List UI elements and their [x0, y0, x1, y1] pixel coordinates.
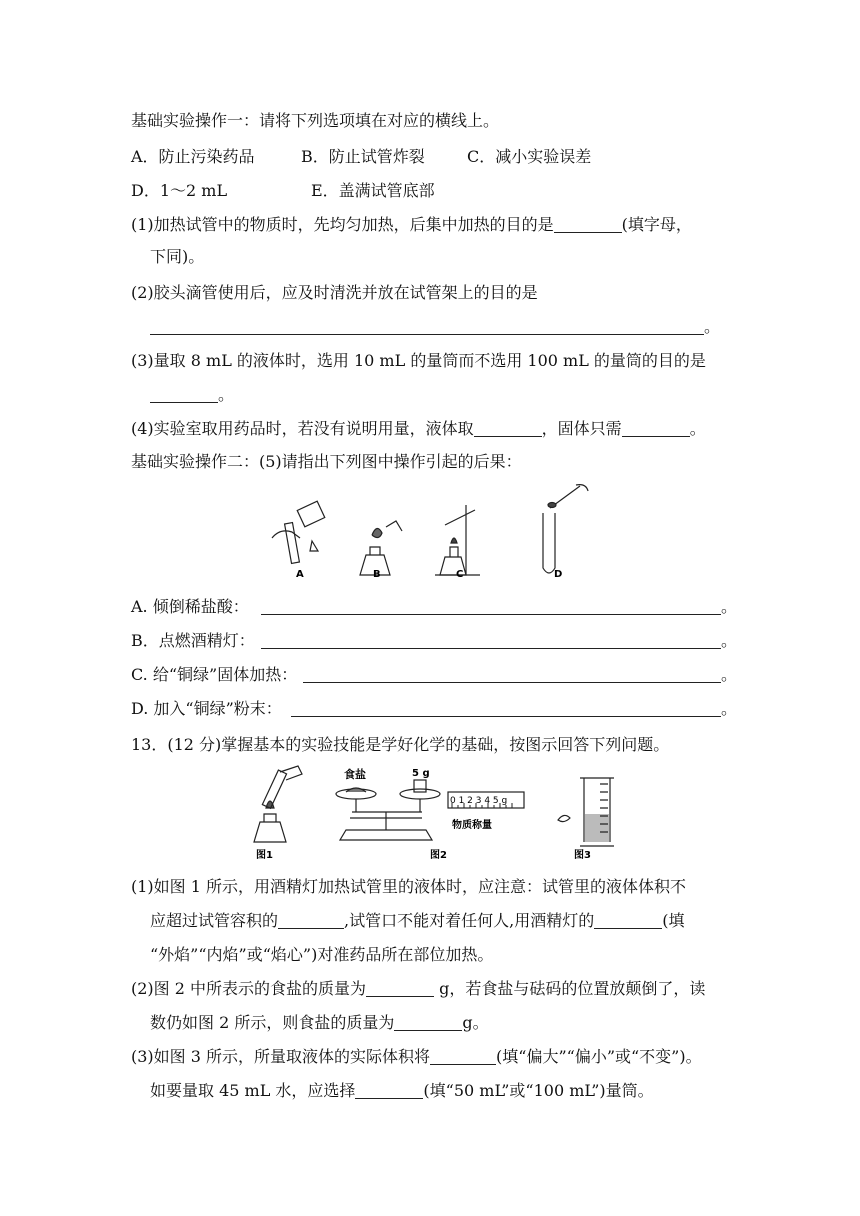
- answer-blank-q13-1b[interactable]: [594, 912, 662, 929]
- question-2-text: (2)胶头滴管使用后，应及时清洗并放在试管架上的目的是: [131, 283, 538, 302]
- question-13-title: 13．(12 分)掌握基本的实验技能是学好化学的基础，按图示回答下列问题。: [131, 735, 670, 754]
- salt-label: 食盐: [344, 768, 366, 781]
- answer-blank-q13-2a[interactable]: [366, 980, 434, 997]
- q13-part3-line2: 如要量取 45 mL 水，应选择 (填“50 mL”或“100 mL”)量筒。: [150, 1081, 654, 1100]
- answer-blank-q2[interactable]: [150, 318, 704, 335]
- option-b: B．防止试管炸裂: [301, 147, 425, 166]
- question-3-line-2: 。: [150, 384, 234, 406]
- scale-ticks: 0 1 2 3 4 5 g: [450, 796, 508, 806]
- option-d: D．1～2 mL: [131, 181, 228, 200]
- item-b-line: B．点燃酒精灯： 。: [131, 631, 738, 650]
- option-e: E．盖满试管底部: [311, 181, 435, 200]
- answer-blank-q1[interactable]: [554, 216, 622, 233]
- option-a: A．防止污染药品: [131, 147, 255, 166]
- section1-intro: 基础实验操作一：请将下列选项填在对应的横线上。: [131, 111, 500, 130]
- item-c-line: C. 给“铜绿”固体加热： 。: [131, 665, 738, 684]
- answer-blank-d[interactable]: [291, 700, 721, 717]
- option-c: C．减小实验误差: [467, 147, 592, 166]
- figure-label-3: 图3: [574, 850, 591, 861]
- item-a-line: A. 倾倒稀盐酸： 。: [131, 597, 738, 616]
- options-row-2: [131, 180, 435, 202]
- figure-label-d: D: [554, 569, 563, 580]
- figure-label-2: 图2: [430, 850, 447, 861]
- question-1-line-1: [131, 214, 692, 236]
- answer-blank-q3[interactable]: [150, 386, 218, 403]
- q13-part1-line1: (1)如图 1 所示，用酒精灯加热试管里的液体时，应注意：试管里的液体体积不: [131, 877, 687, 896]
- question-3-text: (3)量取 8 mL 的液体时，选用 10 mL 的量筒而不选用 100 mL 的量筒的目的是: [131, 351, 706, 370]
- q13-part1-line2: 应超过试管容积的 ,试管口不能对着任何人,用酒精灯的 (填: [150, 911, 685, 930]
- question-1-line-2: 下同)。: [150, 247, 205, 266]
- eye-icon: [558, 815, 570, 821]
- figure-label-c: C: [456, 569, 464, 580]
- answer-blank-b[interactable]: [261, 632, 721, 649]
- figure-label-b: B: [373, 569, 381, 580]
- answer-blank-q4-liquid[interactable]: [474, 420, 542, 437]
- question-1-text-b: (填字母，: [621, 215, 692, 234]
- answer-blank-q13-3b[interactable]: [355, 1082, 423, 1099]
- q13-part2-line1: (2)图 2 中所表示的食盐的质量为 g，若食盐与砝码的位置放颠倒了，读: [131, 979, 706, 998]
- question-4-line: (4)实验室取用药品时，若没有说明用量，液体取 ，固体只需 。: [131, 419, 706, 438]
- figure-label-a: A: [296, 569, 304, 580]
- answer-blank-c[interactable]: [303, 666, 721, 683]
- answer-blank-q13-3a[interactable]: [430, 1048, 496, 1065]
- q13-figure: [240, 762, 620, 864]
- figure-label-1: 图1: [256, 850, 273, 861]
- lab-operations-figure: [260, 483, 610, 583]
- options-row-1: [131, 146, 591, 168]
- answer-blank-q13-2b[interactable]: [394, 1014, 462, 1031]
- section2-intro: 基础实验操作二：(5)请指出下列图中操作引起的后果：: [131, 452, 522, 471]
- q13-part1-line3: “外焰”“内焰”或“焰心”)对准药品所在部位加热。: [150, 945, 494, 964]
- q13-part3-line1: (3)如图 3 所示，所量取液体的实际体积将 (填“偏大”“偏小”或“不变”)。: [131, 1047, 702, 1066]
- answer-blank-a[interactable]: [261, 598, 721, 615]
- question-2-line-2: 。: [150, 316, 720, 338]
- item-d-line: D. 加入“铜绿”粉末： 。: [131, 699, 738, 718]
- answer-blank-q4-solid[interactable]: [622, 420, 690, 437]
- answer-blank-q13-1a[interactable]: [278, 912, 344, 929]
- q13-part2-line2: 数仍如图 2 所示，则食盐的质量为 g。: [150, 1013, 489, 1032]
- scale-caption: 物质称量: [452, 820, 492, 831]
- weight-label: 5 g: [412, 768, 430, 779]
- question-1-text: (1)加热试管中的物质时，先均匀加热，后集中加热的目的是: [131, 215, 554, 234]
